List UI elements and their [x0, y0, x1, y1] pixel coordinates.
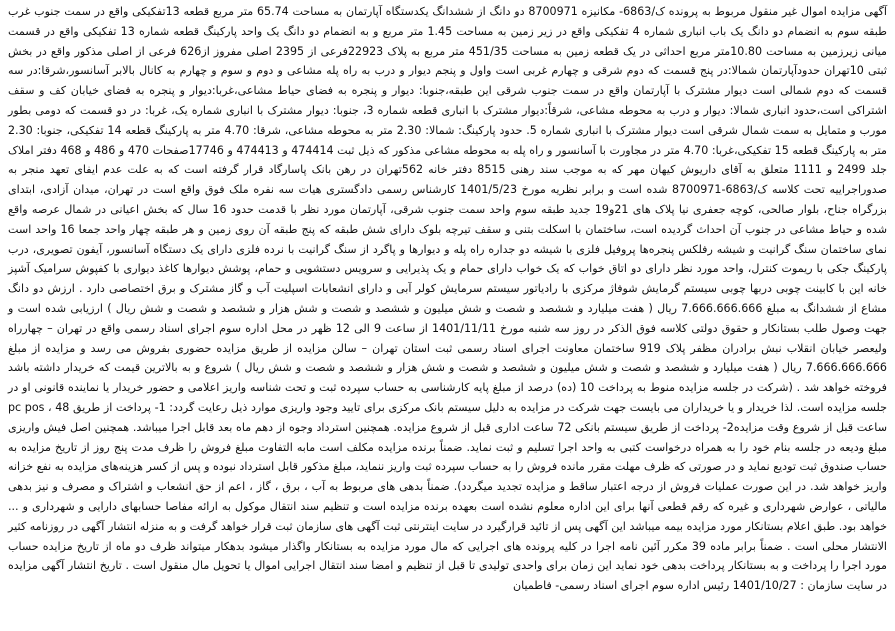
notice-body-text: آگهی مزایده اموال غیر منقول مربوط به پرونده ک/6863- مکانیزه 8700971 دو دانگ از ششدانگ یکدستگاه آپارتمان به مساحت 65.74 متر مربع قطعه 13تفکیکی واقع در سمت جنوب غرب طبقه سوم به انضمام دو دانگ یک باب انباری شماره 4 تفکیکی واقع در زیر زمین به مساحت 1.45 متر مربع و به انضمام دو دانگ یک واحد پارکینگ قطعه شماره 13 تفکیکی واقع در قسمت میانی زیرزمین به مساحت 10.80متر مربع احداثی در یک قطعه زمین به مساحت 451/35 متر مربع به پلاک 22923فرعی از 2395 اصلی مفروز از626 فرعی از اصلی مذکور واقع در بخش ثبتی 10تهران حدودآپارتمان شمالا:در پنج قسمت که دوم شرقی و چهارم غربی است واول و پنجم دیوار و درب به راه پله مشاعی و دوم و سوم و چهارم به کانال بالابر آسانسور،شرقا:در سه قسمت که دوم شمالی است دیوار مشترک با آپارتمان واقع در سمت جنوب شرقی این طبقه،جنوبا: دیوار و پنجره به فضای حیاط مشاعی،غربا:دیوار و پنجره به فضای خیابان کف و سقف اشتراکی است،حدود انباری شمالا: دیوار و درب به محوطه مشاعی، شرقاً:دیوار مشترک با انباری قطعه شماره 3، جنوبا: دیوار مشترک با انباری شماره یک، غربا: در دو قسمت که دومی بطور مورب و متمایل به سمت شمال شرقی است دیوار مشترک با انباری شماره 5. حدود پارکینگ: شمالا: 2.30 متر به محوطه مشاعی، شرقا: 4.70 متر به پارکینگ قطعه 14 تفکیکی، جنوبا: 2.30 متر به پارکینگ قطعه 15 تفکیکی،غربا: 4.70 متر در مجاورت با آسانسور و راه پله به محوطه مشاعی مذکور که ذیل ثبت 474414 و 474413 و 17746صفحات 470 و 486 و 468 دفتر املاک جلد 2499 و 1111 متعلق به آقای داریوش کیهان مهر که به موجب سند رهنی 8515 دفتر خانه 562تهران در رهن بانک پاسارگاد قرار گرفته است که به علت عدم ایفای تعهد منجر به صدوراجراییه تحت کلاسه ک/6863-8700971 شده است و برابر نظریه مورخ 1401/5/23 کارشناس رسمی دادگستری هیات سه نفره ملک فوق واقع است در تهران، میدان آزادی، ابتدای بزرگراه جناح، بلوار صالحی، کوچه جعفری نیا پلاک های 21و19 جدید طبقه سوم واحد سمت جنوب شرقی، آپارتمان مورد نظر با قدمت حدود 16 سال که بخش اعیانی در شمال عرصه واقع شده و حیاط مشاعی در جنوب آن احداث گردیده است، ساختمان با اسکلت بتنی و سقف تیرچه بلوک دارای شش طبقه که پنج طبقه آن روی زمین و هر طبقه چهار واحد جمعا 16 واحد است نمای ساختمان سنگ گرانیت و شیشه رفلکس پنجره‌ها پروفیل فلزی با شیشه دو جداره راه پله و دیوارها و پاگرد از سنگ گرانیت با نرده فلزی دارای یک دستگاه آسانسور، آیفون تصویری، درب پارکینگ جکی با ریموت کنترل، واحد مورد نظر دارای دو اتاق خواب که یک خواب دارای حمام و یک پذیرایی و سرویس دستشویی و حمام، پوشش دیوارها کاغذ دیواری با کفپوش سرامیک آشپز خانه این با کابینت چوبی دربها چوبی سیستم گرمایش شوفاژ مرکزی با رادیاتور سیستم سرمایش کولر آبی و دارای انشعابات اسپلیت آب و گاز مشترک و برق اختصاصی دارد . ارزش دو دانگ مشاع از ششدانگ به مبلغ 7.666.666.666 ریال ( هفت میلیارد و ششصد و شصت و شش میلیون و ششصد و شصت و شش هزار و ششصد و شصت و شش ریال ) ارزیابی شده است و جهت وصول طلب بستانکار و حقوق دولتی کلاسه فوق الذکر در روز سه شنبه مورخ 1401/11/11 از ساعت 9 الی 12 ظهر در محل اداره سوم اجرای اسناد رسمی واقع در تهران – چهارراه ولیعصر خیابان انقلاب نبش برادران مظفر پلاک 919 ساختمان معاونت اجرای اسناد رسمی ثبت استان تهران – سالن مزایده از طریق مزایده حضوری بفروش می رسد و مزایده از مبلغ 7.666.666.666 ریال ( هفت میلیارد و ششصد و شصت و شش میلیون و ششصد و شصت و شش هزار و ششصد و شصت و شش ریال ) شروع و به بالاترین قیمت که خریدار داشته باشد فروخته خواهد شد . (شرکت در جلسه مزایده منوط به پرداخت 10 (ده) درصد از مبلغ پایه کارشناسی به حساب سپرده ثبت و تحت شناسه واریز اعلامی و حضور خریدار یا نماینده قانونی او در جلسه مزایده است. لذا خریدار و یا خریداران می بایست جهت شرکت در مزایده به دلیل سیستم بانک مرکزی برای تایید وجود واریزی موارد ذیل رعایت گردد: 1- پرداخت از طریق pc pos ، 48 ساعت قبل از شروع وقت مزایده2- پرداخت از طریق سیستم بانکی 72 ساعت اداری قبل از شروع مزایده. همچنین استرداد وجوه از دهم ماه بعد قابل اجرا میباشد. همچنین اصل فیش واریزی مبلغ ودیعه در جلسه بنام خود را به همراه درخواست کتبی به واحد اجرا تسلیم و ثبت نماید. ضمناً برنده مزایده مکلف است مابه التفاوت مبلغ فروش را ظرف مدت پنج روز از تاریخ مزایده به حساب صندوق ثبت تودیع نماید و در صورتی که ظرف مهلت مقرر مانده فروش را به حساب سپرده ثبت واریز ننماید، مبلغ مذکور قابل استرداد نبوده و پس از کسر هزینه‌های مزایده به نفع خزانه واریز خواهد شد. در این صورت عملیات فروش از درجه اعتبار ساقط و مزایده تجدید میگردد). ضمناً بدهی های مربوط به آب ، برق ، گاز ، اعم از حق انشعاب و اشتراک و مصرف و نیز بدهی مالیاتی ، عوارض شهرداری و غیره که رقم قطعی آنها برای این اداره معلوم نشده است بعهده برنده مزایده است و تنظیم سند انتقال موکول به ارائه مفاصا حسابهای دارایی و شهرداری و ... خواهد بود. طبق اعلام بستانکار مورد مزایده بیمه میباشد این آگهی پس از تائید قرارگیرد در سایت اینترنتی ثبت آگهی های سازمان ثبت قرار خواهد گرفت و به منزله انتشار آگهی در روزنامه کثیر الانتشار محلی است . ضمناً برابر ماده 39 مکرر آئین نامه اجرا در کلیه پرونده های اجرایی که مال مورد مزایده به بستانکار واگذار میشود بدهکار میتواند ظرف دو ماه از تاریخ مزایده حساب مورد اجرا را پرداخت و به بستانکار پرداخت بدهی خود نماید این زمان برای واحدی تولیدی تا قبل از تنظیم و امضا سند انتقال اجرایی اموال یا تحویل مال منقول است . تاریخ انتشار آگهی مزایده در سایت سازمان : 1401/10/27 رئیس اداره سوم اجرای اسناد رسمی- فاطمیان — [8, 5, 888, 593]
